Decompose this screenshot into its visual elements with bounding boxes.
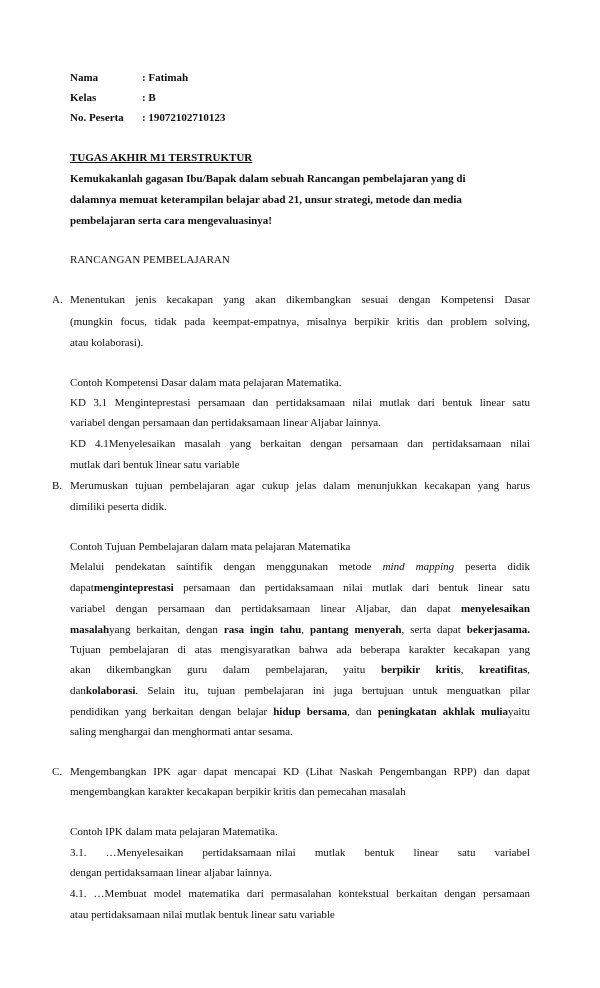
objective-emphasis: menyelesaikan — [460, 603, 530, 615]
character-line-5: saling menghargai dan menghormati antar sesama. — [70, 726, 293, 738]
participant-number-label: No. Peserta — [70, 112, 124, 124]
objective-text: persamaan dan pertidaksamaan nilai mutlak dari bentuk linear satu — [173, 582, 530, 594]
character-text: akan dikembangkan guru dalam pembelajaran, yaitu — [70, 664, 381, 676]
name-label: Nama — [70, 72, 99, 84]
kd-3-1-line-2: variabel dengan persamaan dan pertidaksamaan linear Aljabar lainnya. — [70, 417, 381, 429]
objective-line-3 — [70, 599, 530, 619]
objective-line-2 — [70, 578, 530, 598]
objective-line-4 — [70, 620, 530, 640]
class-value: : B — [142, 92, 156, 104]
objective-text: peserta didik — [454, 561, 531, 573]
class-label: Kelas — [70, 92, 97, 104]
character-line-3 — [70, 681, 530, 701]
kd-3-1-line-1: KD 3.1 Menginteprestasi persamaan dan pertidaksamaan nilai mutlak dari bentuk linear satu — [70, 397, 530, 409]
objective-text: Melalui pendekatan saintifik dengan menggunakan metode — [70, 561, 383, 573]
objective-emphasis: rasa ingin tahu — [223, 624, 302, 636]
character-emphasis: peningkatan akhlak mulia — [377, 706, 508, 718]
character-text: dan — [70, 685, 86, 697]
section-c-line-2: mengembangkan karakter kecakapan berpikir kritis dan pemecahan masalah — [70, 786, 406, 798]
assignment-prompt-line-2: dalamnya memuat keterampilan belajar abad 21, unsur strategi, metode dan media — [70, 194, 462, 206]
character-emphasis: kreatifitas — [479, 664, 528, 676]
objective-emphasis: masalah — [70, 624, 110, 636]
character-text: , dan — [347, 706, 378, 718]
section-a-line-3: atau kolaborasi). — [70, 337, 144, 349]
objective-text: , — [301, 624, 310, 636]
kd-4-1-line-2: mutlak dari bentuk linear satu variable — [70, 459, 240, 471]
character-line-4 — [70, 702, 530, 722]
objective-text: , serta dapat — [401, 624, 467, 636]
assignment-prompt-line-1: Kemukakanlah gagasan Ibu/Bapak dalam sebuah Rancangan pembelajaran yang di — [70, 173, 466, 185]
assignment-title: TUGAS AKHIR M1 TERSTRUKTUR — [70, 152, 253, 164]
character-line-1: Tujuan pembelajaran di atas mengisyaratkan bahwa ada beberapa karakter kecakapan yang — [70, 644, 530, 656]
section-heading: RANCANGAN PEMBELAJARAN — [70, 254, 230, 266]
character-emphasis: berpikir kritis — [380, 664, 461, 676]
character-line-2 — [70, 660, 530, 680]
section-c-line-1: Mengembangkan IPK agar dapat mencapai KD (Lihat Naskah Pengembangan RPP) dan dapat — [70, 766, 530, 778]
character-text: . Selain itu, tujuan pembelajaran ini juga bertujuan untuk menguatkan pilar — [135, 685, 530, 697]
objective-text: variabel dengan persamaan dan pertidaksamaan linear Aljabar, dan dapat — [70, 603, 461, 615]
character-emphasis: kolaborasi — [85, 685, 136, 697]
section-a-line-1: Menentukan jenis kecakapan yang akan dikembangkan sesuai dengan Kompetensi Dasar — [70, 294, 530, 306]
section-a-line-2: (mungkin focus, tidak pada keempat-empatnya, misalnya berpikir kritis dan problem solving, — [70, 316, 530, 328]
ipk-4-1-line-2: atau pertidaksamaan nilai mutlak bentuk linear satu variable — [70, 909, 335, 921]
assignment-prompt-line-3: pembelajaran serta cara mengevaluasinya! — [70, 215, 272, 227]
ipk-4-1-line-1: 4.1. …Membuat model matematika dari permasalahan kontekstual berkaitan dengan persamaan — [70, 888, 530, 900]
section-c-marker: C. — [52, 766, 63, 778]
objective-text: yang berkaitan, dengan — [109, 624, 224, 636]
character-emphasis: hidup bersama — [273, 706, 348, 718]
section-a-marker: A. — [52, 294, 63, 306]
section-b-line-1: Merumuskan tujuan pembelajaran agar cukup jelas dalam menunjukkan kecakapan yang harus — [70, 480, 530, 492]
objective-line-1 — [70, 557, 530, 577]
character-text: yaitu — [508, 706, 530, 718]
section-b-example-title: Contoh Tujuan Pembelajaran dalam mata pelajaran Matematika — [70, 541, 351, 553]
ipk-3-1-line-2: dengan pertidaksamaan linear aljabar lainnya. — [70, 867, 272, 879]
character-text: pendidikan yang berkaitan dengan belajar — [70, 706, 274, 718]
section-b-line-2: dimiliki peserta didik. — [70, 501, 167, 513]
participant-number-value: : 19072102710123 — [142, 112, 226, 124]
objective-emphasis: menginteprestasi — [93, 582, 174, 594]
objective-emphasis: pantang menyerah — [309, 624, 402, 636]
ipk-3-1-line-1: 3.1. …Menyelesaikan pertidaksamaan nilai mutlak bentuk linear satu variabel — [70, 847, 530, 859]
section-a-example-title: Contoh Kompetensi Dasar dalam mata pelajaran Matematika. — [70, 377, 342, 389]
section-b-marker: B. — [52, 480, 63, 492]
name-value: : Fatimah — [142, 72, 189, 84]
objective-text: dapat — [70, 582, 94, 594]
kd-4-1-line-1: KD 4.1Menyelesaikan masalah yang berkaitan dengan persamaan dan pertidaksamaan nilai — [70, 438, 530, 450]
character-text: , — [527, 664, 530, 676]
objective-emphasis-mind-mapping: mind mapping — [382, 561, 455, 573]
objective-emphasis: bekerjasama. — [466, 624, 531, 636]
section-c-example-title: Contoh IPK dalam mata pelajaran Matematika. — [70, 826, 278, 838]
character-text: , — [460, 664, 480, 676]
